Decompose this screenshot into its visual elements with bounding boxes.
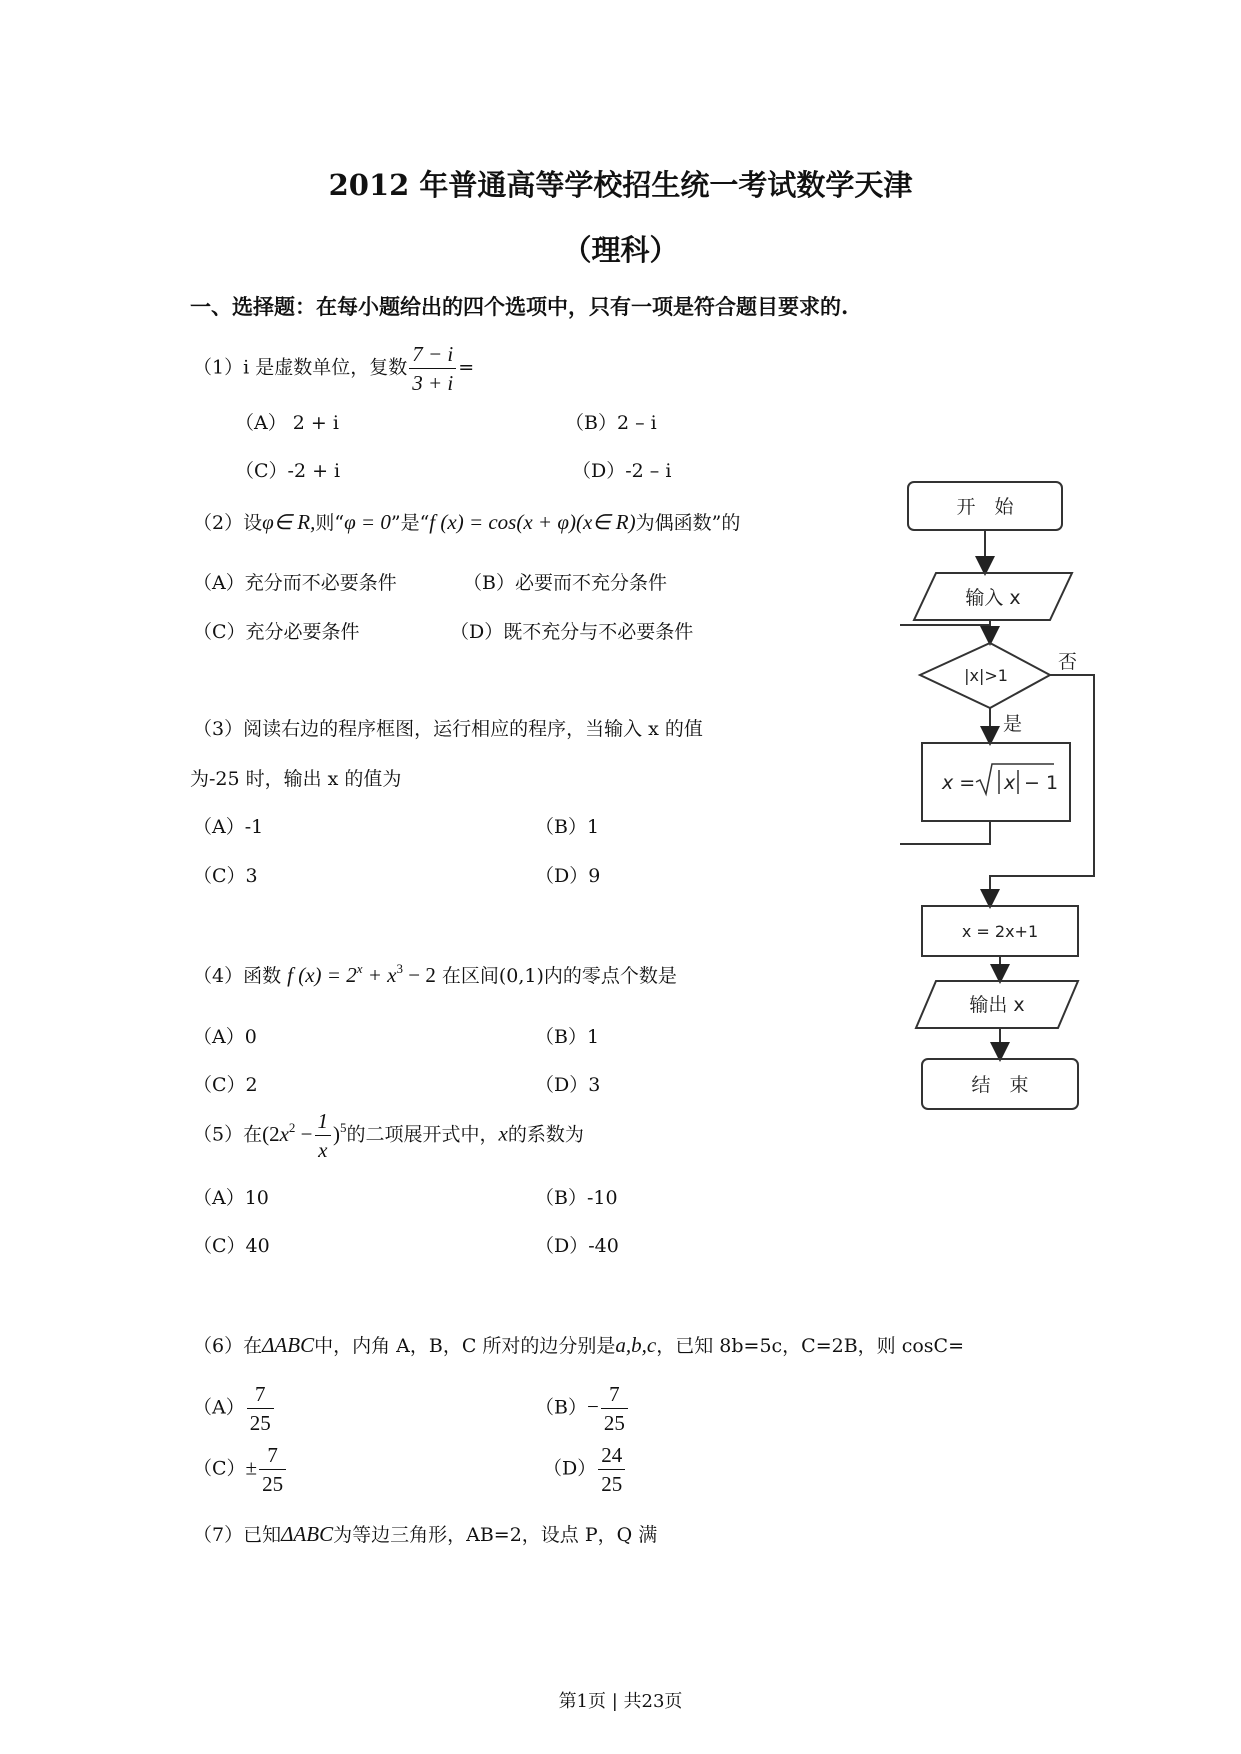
flow-start-label: 开 始	[956, 496, 1014, 518]
flow-assign-formula	[941, 764, 1058, 794]
q3-line-2: 为-25 时，输出 x 的值为	[190, 768, 402, 790]
q2-option-c: （C）充分必要条件	[193, 621, 360, 643]
question-4: （4）函数 f $(x) = 2^x + x^3 - 2$ 在区间(0,1)内的零点个数是	[193, 961, 677, 987]
flow-compute-label: x = 2x+1	[961, 922, 1039, 941]
q1-equals: =	[458, 356, 475, 379]
q1-fraction: $\frac{7 - i}{3 + i}$	[409, 340, 456, 397]
question-2: （2）设φ∈ R,则“φ = 0”是“f (x) = cos(x + φ)(x∈ R)为偶函数”的	[193, 510, 741, 534]
q2-option-d: （D）既不充分与不必要条件	[450, 621, 694, 643]
q6-option-b: （B）− $\frac{7}{25}$	[535, 1380, 630, 1437]
svg-text:x =: x =	[942, 772, 976, 794]
svg-text:− 1: − 1	[1024, 772, 1059, 794]
q5-option-b: （B）-10	[535, 1187, 618, 1209]
flow-output-label: 输出 x	[969, 994, 1025, 1016]
flow-end-label: 结 束	[971, 1074, 1029, 1096]
question-7: （7）已知ΔABC为等边三角形，AB=2，设点 P，Q 满	[193, 1522, 658, 1546]
q6-option-a: （A） $\frac{7}{25}$	[193, 1380, 276, 1437]
q4-option-c: （C）2	[193, 1074, 258, 1096]
page-title: 2012 年普通高等学校招生统一考试数学天津	[328, 168, 913, 202]
q6-option-c: （C）± $\frac{7}{25}$	[193, 1441, 288, 1498]
q3-option-b: （B）1	[535, 816, 600, 838]
q5-option-c: （C）40	[193, 1235, 270, 1257]
page-footer: 第1页 | 共23页	[558, 1691, 683, 1712]
q3-option-c: （C）3	[193, 865, 258, 887]
question-1	[193, 340, 474, 397]
q2-option-a: （A）充分而不必要条件	[193, 572, 397, 594]
flow-yes-label: 是	[1003, 713, 1023, 735]
q1-option-a: （A） 2 + i	[235, 412, 339, 434]
q2-option-b: （B）必要而不充分条件	[463, 572, 667, 594]
q5-option-d: （D）-40	[535, 1235, 619, 1257]
svg-text:x: x	[1004, 772, 1016, 794]
q3-option-a: （A）-1	[193, 816, 264, 838]
flow-input-label: 输入 x	[965, 587, 1021, 609]
section-heading: 一、选择题：在每小题给出的四个选项中，只有一项是符合题目要求的.	[190, 294, 849, 319]
q1-option-d: （D）-2 – i	[572, 460, 672, 482]
q1-option-c: （C）-2 + i	[235, 460, 341, 482]
q1-option-b: （B）2 – i	[565, 412, 657, 434]
q6-option-d: （D） $\frac{24}{25}$	[543, 1441, 627, 1498]
page-subtitle: （理科）	[562, 233, 679, 267]
q5-option-a: （A）10	[193, 1187, 269, 1209]
q3-option-d: （D）9	[535, 865, 601, 887]
q1-stem: （1）i 是虚数单位，复数	[193, 356, 408, 379]
question-6: （6）在ΔABC中，内角 A，B，C 所对的边分别是a,b,c，已知 8b=5c，C=2B，则 cosC=	[193, 1333, 965, 1357]
question-5: （5）在($2x^2$ − $\frac{1}{x}$ )$^5$的二项展开式中，x的系数为	[193, 1109, 584, 1162]
q4-option-b: （B）1	[535, 1026, 600, 1048]
q4-option-d: （D）3	[535, 1074, 601, 1096]
flow-no-label: 否	[1058, 651, 1078, 673]
q3-line-1: （3）阅读右边的程序框图，运行相应的程序，当输入 x 的值	[193, 718, 703, 740]
q4-option-a: （A）0	[193, 1026, 257, 1048]
flow-condition-label: |x|>1	[964, 666, 1008, 685]
program-flowchart	[900, 480, 1120, 1140]
